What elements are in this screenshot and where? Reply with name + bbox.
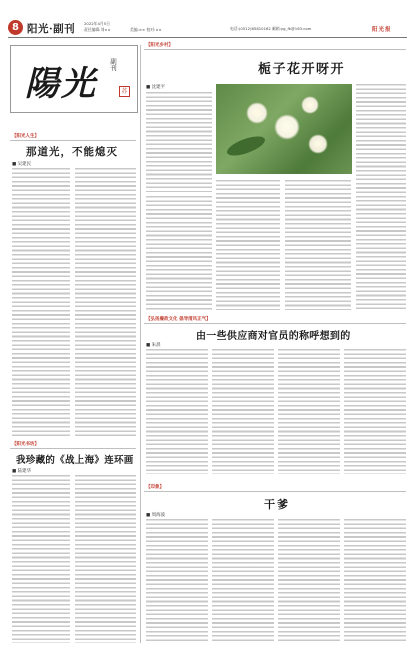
masthead-box <box>10 45 138 113</box>
masthead-title: 陽光 <box>25 64 97 104</box>
left2-top-rule <box>10 448 136 449</box>
left1-title: 那道光，不能熄灭 <box>26 146 118 158</box>
left2-author: ■ 陆建华 <box>12 469 32 474</box>
header-rule <box>8 37 407 38</box>
column-divider <box>140 45 141 643</box>
left1-body-col2 <box>75 168 136 436</box>
section-title: 阳光·副刊 <box>27 23 76 35</box>
top-right-col-right <box>356 84 406 309</box>
bottom-body-col1 <box>146 519 208 643</box>
header-paper-name: 阳光报 <box>372 27 392 33</box>
mid-body-col3 <box>278 349 340 474</box>
bottom-body-col2 <box>212 519 274 643</box>
bottom-kicker: 【印象】 <box>146 485 164 490</box>
top-right-kicker: 【阳光乡村】 <box>146 43 173 48</box>
page-header <box>0 0 415 40</box>
left1-author: ■ 吴建民 <box>12 162 32 167</box>
page-number: 8 <box>12 22 19 33</box>
flower-icon <box>274 114 300 140</box>
mid-body-col2 <box>212 349 274 474</box>
bottom-author: ■ 周海波 <box>146 513 166 518</box>
mid-kicker: 【弘扬廉政文化 倡导清风正气】 <box>146 317 211 322</box>
header-date: 2022年4月5日 <box>84 21 110 26</box>
flower-icon <box>246 102 268 124</box>
top-right-author: ■ 沈建平 <box>146 85 166 90</box>
top-right-body-col2 <box>216 180 280 310</box>
gardenia-photo <box>216 84 352 174</box>
flower-icon <box>308 134 328 154</box>
masthead-seal: 苏 <box>119 86 130 97</box>
bottom-body-col3 <box>278 519 340 643</box>
bottom-body-col4 <box>344 519 406 643</box>
leaf-shape <box>225 133 267 160</box>
mid-author: ■ 朱晨 <box>146 343 161 348</box>
left1-body-col1 <box>12 168 70 436</box>
mid-rule <box>144 323 406 324</box>
header-contact: 电话:(0512)65810162 邮箱:yg_fk@163.com <box>230 26 312 31</box>
left2-body-col2 <box>75 475 136 643</box>
flower-icon <box>301 96 319 114</box>
bottom-rule <box>144 491 406 492</box>
left2-body-col1 <box>12 475 70 643</box>
left1-kicker: 【阳光人生】 <box>12 134 39 139</box>
top-right-rule <box>144 49 406 50</box>
bottom-title: 干爹 <box>264 498 290 511</box>
left2-kicker: 【阳光书坊】 <box>12 442 39 447</box>
top-right-intro-col <box>146 92 212 192</box>
page-number-badge <box>8 20 23 35</box>
top-right-title: 栀子花开呀开 <box>258 62 346 77</box>
left2-title: 我珍藏的《战上海》连环画 <box>16 455 134 466</box>
top-right-body-col1 <box>146 196 212 310</box>
header-editor-2: 美编:×× 校对:×× <box>130 27 162 32</box>
top-right-body-col3 <box>285 180 351 310</box>
masthead-subtitle: 副刊 <box>109 58 117 71</box>
mid-body-col1 <box>146 349 208 474</box>
mid-body-col4 <box>344 349 406 474</box>
mid-title: 由一些供应商对官员的称呼想到的 <box>196 331 351 342</box>
header-editor-1: 责任编辑:刘×× <box>84 27 111 32</box>
left1-top-rule <box>10 140 136 141</box>
